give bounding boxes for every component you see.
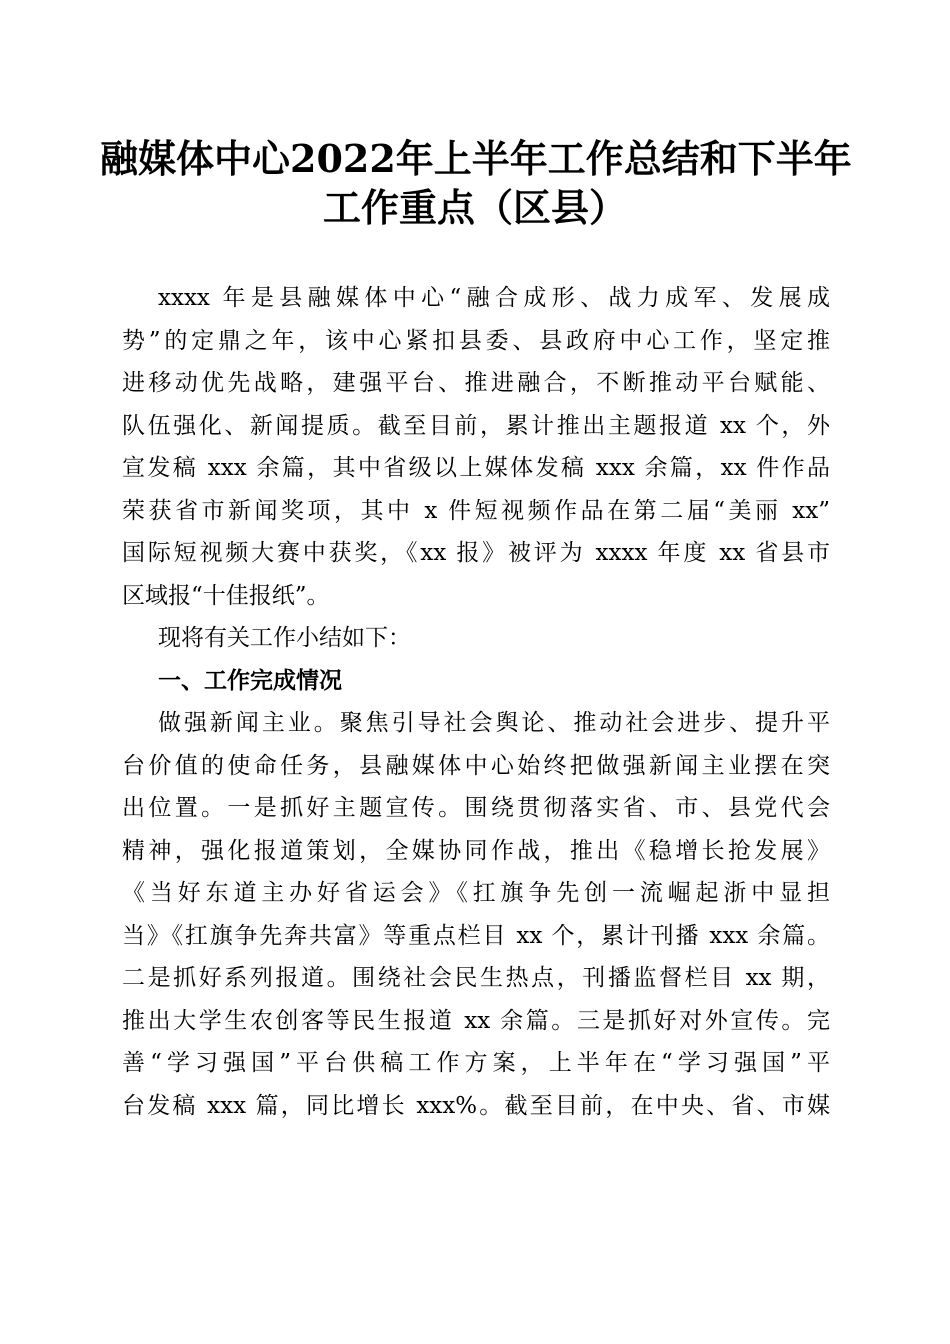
summary-intro: 现将有关工作小结如下： bbox=[158, 625, 411, 651]
paragraph-line: 当》《扛旗争先奔共富》等重点栏目 xx 个，累计刊播 xxx 余篇。 bbox=[122, 922, 830, 949]
document-title bbox=[100, 134, 850, 232]
paragraph-line: xxxx 年是县融媒体中心“融合成形、战力成军、发展成 bbox=[158, 285, 830, 311]
document-body bbox=[122, 277, 830, 1127]
paragraph-line: 队伍强化、新闻提质。截至目前，累计推出主题报道 xx 个，外 bbox=[122, 412, 830, 439]
paragraph-line: 势”的定鼎之年，该中心紧扣县委、县政府中心工作，坚定推 bbox=[122, 327, 830, 354]
paragraph-line: 精神，强化报道策划，全媒协同作战，推出《稳增长抢发展》 bbox=[122, 837, 830, 864]
paragraph-line: 台发稿 xxx 篇，同比增长 xxx%。截至目前，在中央、省、市媒 bbox=[122, 1092, 830, 1119]
title-line: 工作重点（区县） bbox=[322, 185, 627, 230]
paragraph-line: 区域报“十佳报纸”。 bbox=[122, 582, 330, 609]
paragraph-line: 《当好东道主办好省运会》《扛旗争先创一流崛起浙中显担 bbox=[122, 880, 830, 906]
section-heading: 一、工作完成情况 bbox=[158, 667, 342, 694]
paragraph-line: 进移动优先战略，建强平台、推进融合，不断推动平台赋能、 bbox=[122, 370, 830, 396]
paragraph-line: 出位置。一是抓好主题宣传。围绕贯彻落实省、市、县党代会 bbox=[122, 795, 830, 821]
intro-paragraph bbox=[122, 277, 830, 617]
paragraph-line: 荣获省市新闻奖项，其中 x 件短视频作品在第二届“美丽 xx” bbox=[122, 497, 830, 524]
paragraph-line: 台价值的使命任务，县融媒体中心始终把做强新闻主业摆在突 bbox=[122, 752, 830, 779]
paragraph-line: 二是抓好系列报道。围绕社会民生热点，刊播监督栏目 xx 期， bbox=[122, 965, 830, 991]
title-line: 融媒体中心2022年上半年工作总结和下半年 bbox=[100, 136, 852, 181]
paragraph-line: 国际短视频大赛中获奖，《xx 报》被评为 xxxx 年度 xx 省县市 bbox=[122, 540, 830, 566]
paragraph-line: 推出大学生农创客等民生报道 xx 余篇。三是抓好对外宣传。完 bbox=[122, 1007, 830, 1034]
section-paragraph bbox=[122, 702, 830, 1127]
paragraph-line: 做强新闻主业。聚焦引导社会舆论、推动社会进步、提升平 bbox=[158, 710, 830, 736]
paragraph-line: 善“学习强国”平台供稿工作方案，上半年在“学习强国”平 bbox=[122, 1050, 830, 1076]
paragraph-line: 宣发稿 xxx 余篇，其中省级以上媒体发稿 xxx 余篇，xx 件作品 bbox=[122, 455, 830, 481]
